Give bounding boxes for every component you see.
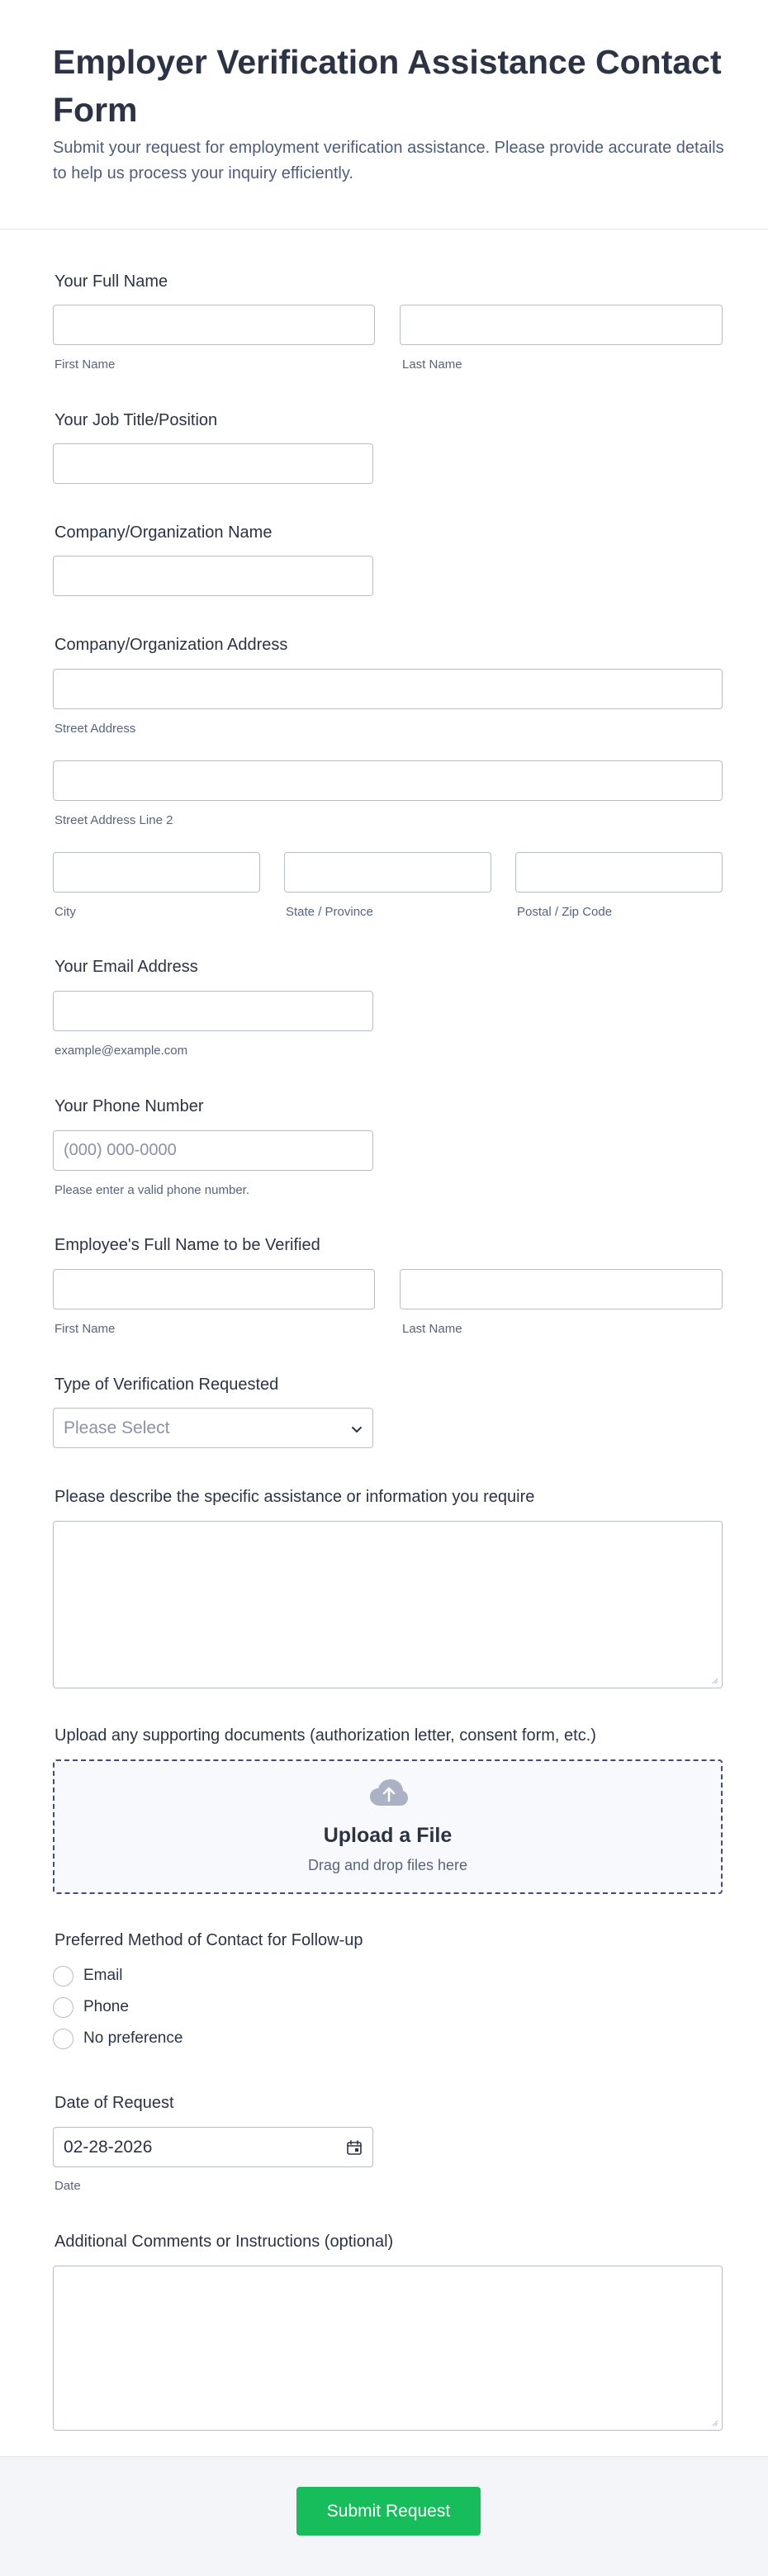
city-input[interactable]: [53, 852, 260, 893]
street-address-line2-input[interactable]: [53, 760, 723, 801]
form-subtitle: Submit your request for employment verification assistance. Please provide accurate details to help us process your inquiry efficiently.: [53, 139, 724, 182]
street-address-input[interactable]: [53, 669, 723, 709]
employee-name-label: Employee's Full Name to be Verified: [55, 1236, 320, 1254]
contact-method-label: Preferred Method of Contact for Follow-up: [55, 1931, 363, 1949]
employee-first-name-sublabel: First Name: [55, 1322, 116, 1336]
verification-type-select[interactable]: [53, 1408, 373, 1448]
comments-label: Additional Comments or Instructions (optional): [55, 2233, 394, 2251]
employee-last-name-sublabel: Last Name: [402, 1322, 462, 1336]
verification-type-label: Type of Verification Requested: [55, 1376, 279, 1394]
date-value: 02-28-2026: [64, 2138, 153, 2157]
resize-handle-icon[interactable]: [710, 2418, 718, 2427]
employee-first-name-input[interactable]: [53, 1269, 375, 1309]
full-name-label: Your Full Name: [55, 272, 168, 291]
zip-input[interactable]: [515, 852, 723, 893]
last-name-sublabel: Last Name: [402, 358, 462, 372]
assistance-label: Please describe the specific assistance or information you require: [55, 1488, 535, 1506]
radio-phone-label: Phone: [83, 1998, 129, 2015]
email-input[interactable]: [53, 991, 373, 1031]
upload-subtitle: Drag and drop files here: [307, 1857, 468, 1873]
email-label: Your Email Address: [55, 958, 198, 976]
company-name-label: Company/Organization Name: [55, 523, 273, 542]
radio-email-label: Email: [83, 1967, 123, 1984]
footer-divider: [0, 2456, 768, 2457]
submit-button[interactable]: Submit Request: [296, 2487, 481, 2536]
company-name-input[interactable]: [53, 556, 373, 596]
cloud-upload-icon: [368, 1778, 410, 1809]
date-label: Date of Request: [55, 2094, 174, 2112]
phone-sublabel: Please enter a valid phone number.: [55, 1183, 249, 1197]
upload-label: Upload any supporting documents (authorization letter, consent form, etc.): [55, 1726, 596, 1745]
job-title-label: Your Job Title/Position: [55, 411, 218, 429]
upload-title: Upload a File: [323, 1824, 453, 1847]
first-name-sublabel: First Name: [55, 358, 116, 372]
chevron-down-icon: [349, 1422, 364, 1437]
last-name-input[interactable]: [400, 305, 723, 345]
company-address-label: Company/Organization Address: [55, 636, 288, 654]
phone-label: Your Phone Number: [55, 1097, 204, 1115]
email-sublabel: example@example.com: [55, 1044, 188, 1058]
phone-input[interactable]: [53, 1130, 373, 1171]
radio-no-preference-label: No preference: [83, 2029, 183, 2047]
verification-type-placeholder: Please Select: [64, 1418, 170, 1437]
street-address-sublabel: Street Address: [55, 722, 136, 736]
radio-circle[interactable]: [53, 1966, 73, 1986]
zip-sublabel: Postal / Zip Code: [517, 905, 613, 919]
file-upload-dropzone[interactable]: [53, 1759, 723, 1894]
date-sublabel: Date: [55, 2179, 81, 2193]
street-address-line2-sublabel: Street Address Line 2: [55, 813, 173, 827]
state-input[interactable]: [284, 852, 491, 893]
calendar-icon[interactable]: [346, 2139, 363, 2156]
form-title: Employer Verification Assistance Contact Form: [53, 43, 722, 129]
radio-circle[interactable]: [53, 2029, 73, 2049]
state-sublabel: State / Province: [286, 905, 373, 919]
job-title-input[interactable]: [53, 443, 373, 484]
comments-textarea[interactable]: [53, 2266, 723, 2431]
first-name-input[interactable]: [53, 305, 375, 345]
employee-last-name-input[interactable]: [400, 1269, 723, 1309]
assistance-textarea[interactable]: [53, 1521, 723, 1688]
date-input[interactable]: [53, 2127, 373, 2167]
resize-handle-icon[interactable]: [710, 1676, 718, 1684]
radio-circle[interactable]: [53, 1997, 73, 2018]
city-sublabel: City: [55, 905, 76, 919]
form-header: [0, 0, 768, 230]
